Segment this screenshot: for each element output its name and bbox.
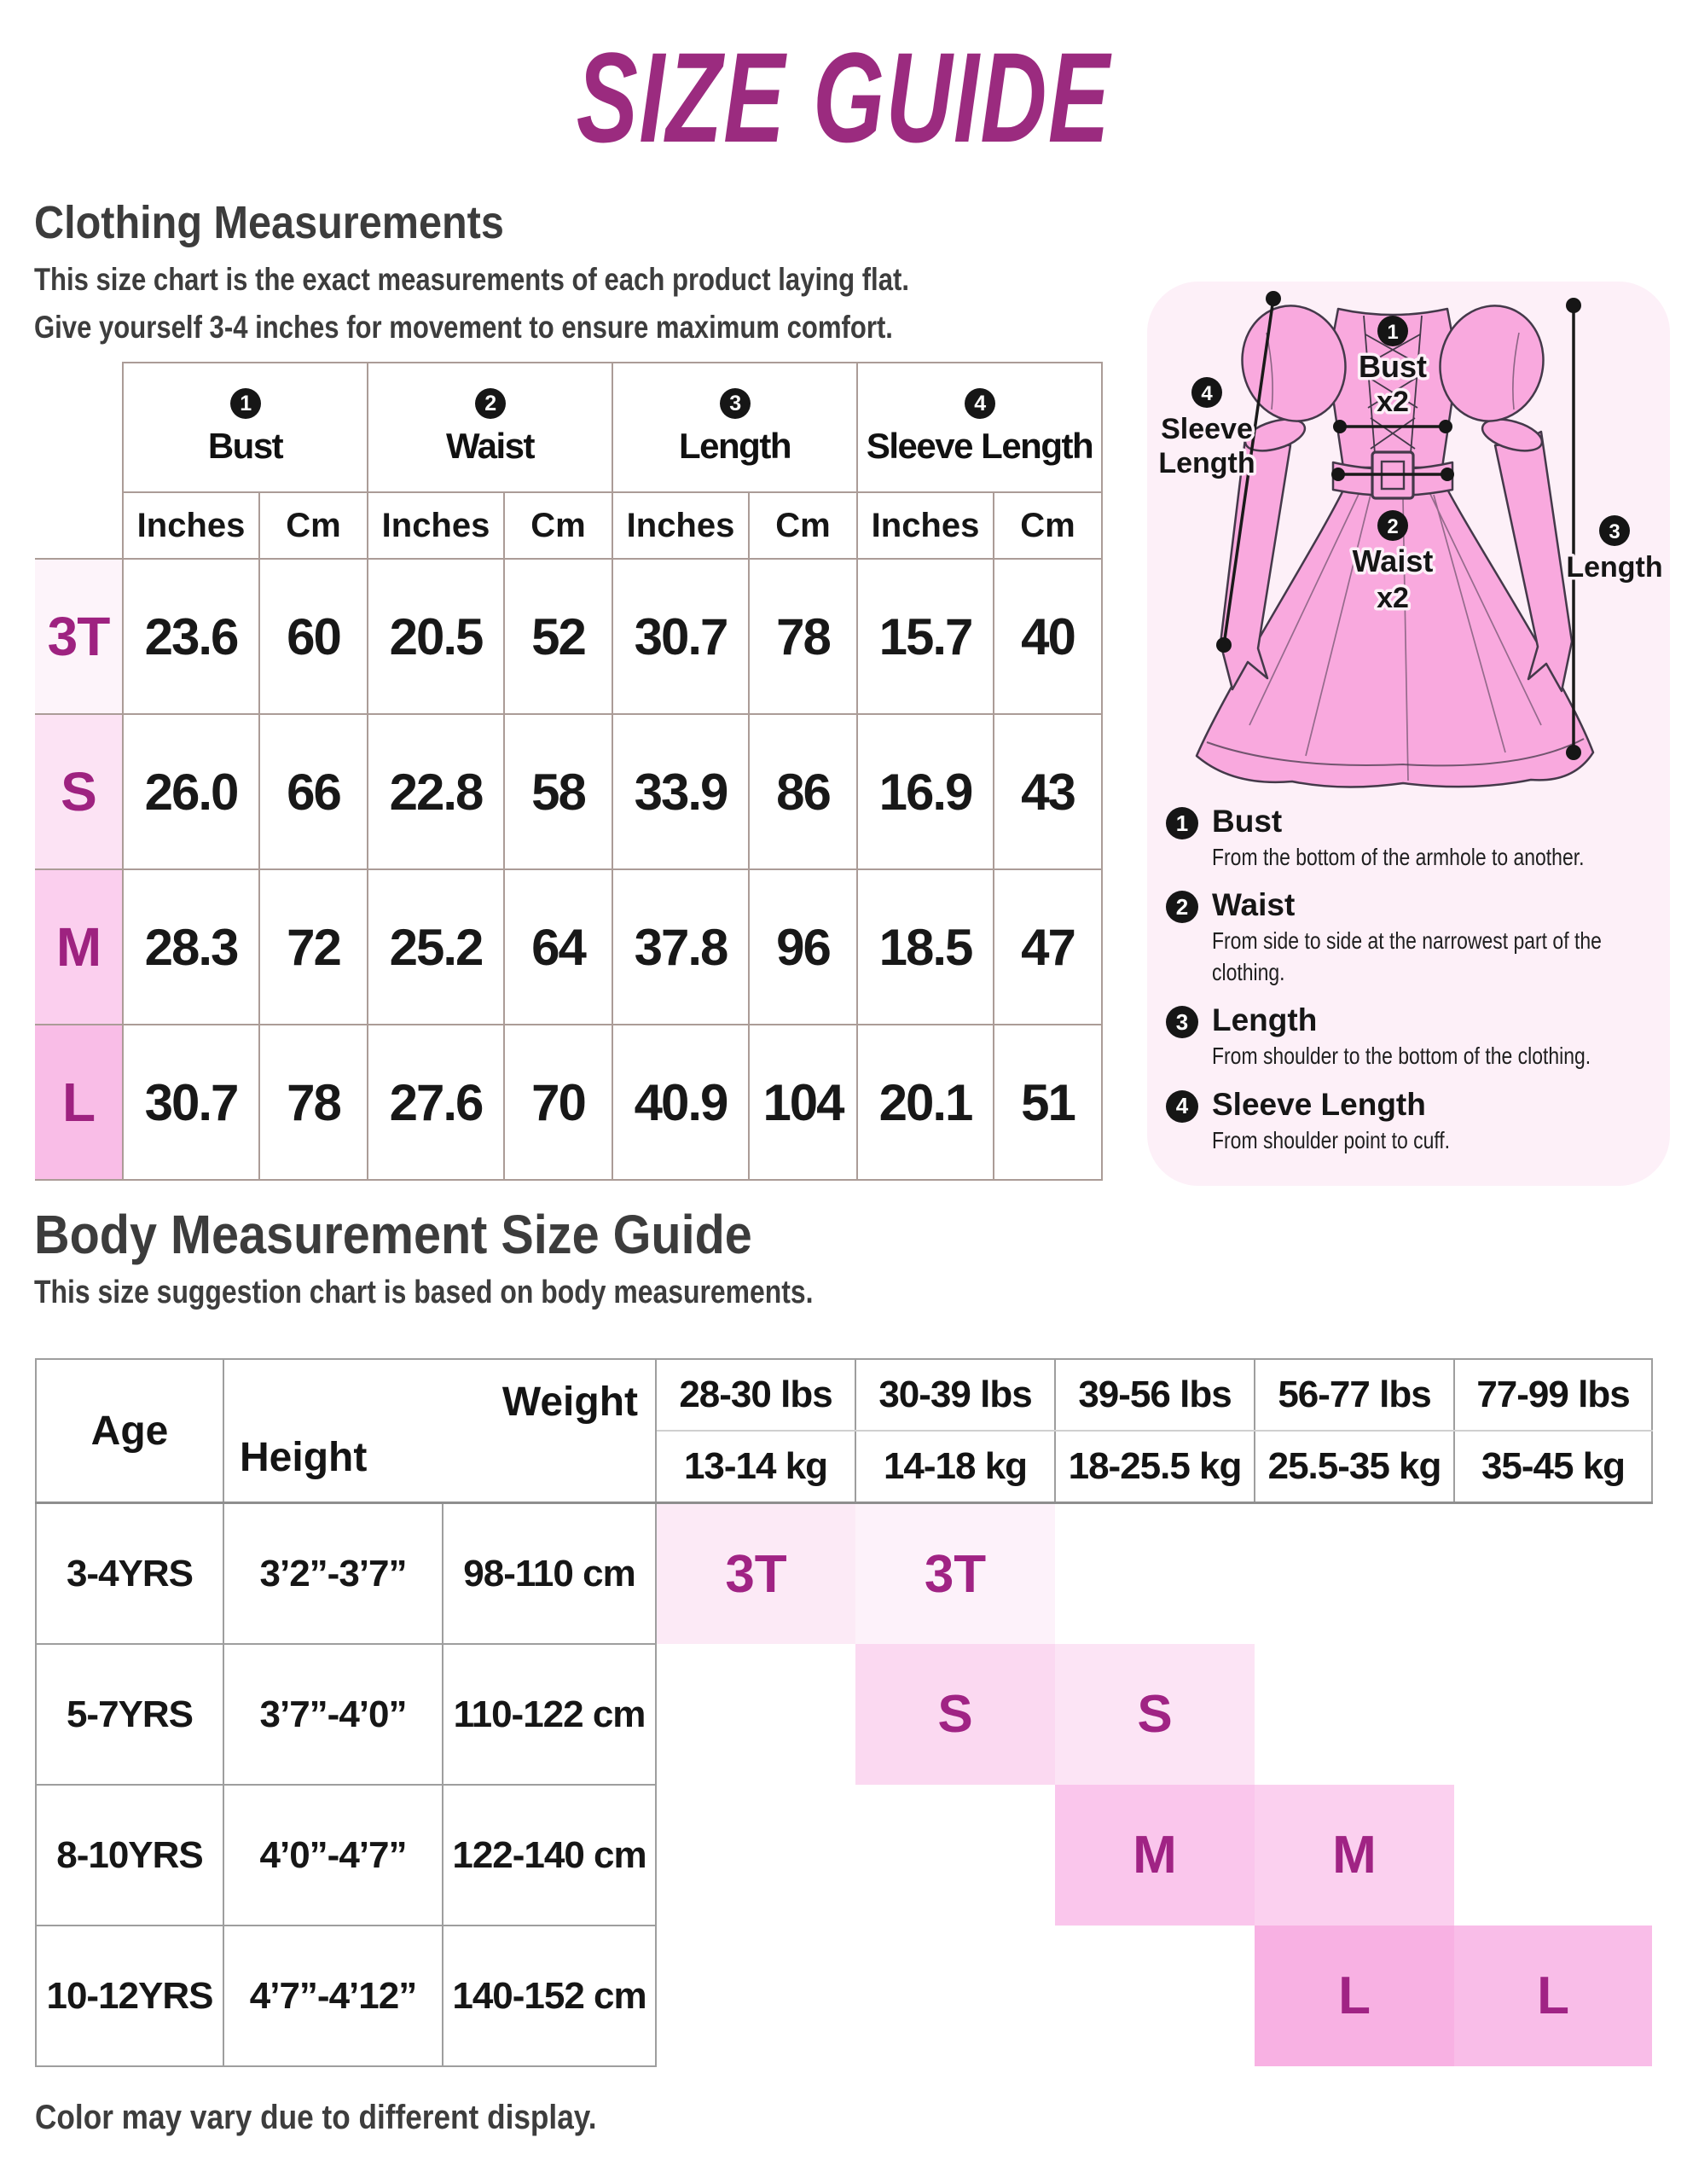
- age-cell: 5-7YRS: [36, 1644, 223, 1785]
- weight-header-lbs: 77-99 lbs: [1454, 1359, 1652, 1431]
- age-cell: 10-12YRS: [36, 1926, 223, 2066]
- body-table-row-10-12yrs: [36, 1926, 1652, 2066]
- cell-3t-length-cm: 78: [749, 559, 857, 714]
- size-label-3t: 3T: [35, 559, 123, 714]
- badge-4-icon: 4: [965, 388, 995, 419]
- height-cm-cell: 122-140 cm: [443, 1785, 656, 1926]
- legend-badge-4-icon: 4: [1166, 1090, 1198, 1123]
- cell-3t-sleeve-in: 15.7: [857, 559, 994, 714]
- weight-header-lbs: 28-30 lbs: [656, 1359, 855, 1431]
- legend-badge-2-icon: 2: [1166, 891, 1198, 923]
- group-label-bust: Bust: [207, 426, 283, 466]
- weight-header-kg: 35-45 kg: [1454, 1431, 1652, 1503]
- cell-3t-waist-cm: 52: [504, 559, 612, 714]
- size-cell-empty: [1055, 1503, 1255, 1645]
- column-group-bust: [123, 363, 368, 492]
- dress-illustration: [1147, 282, 1670, 802]
- body-table-row-5-7yrs: [36, 1644, 1652, 1785]
- size-cell-empty: [855, 1785, 1055, 1926]
- cell-l-bust-cm: 78: [259, 1025, 368, 1180]
- size-cell-l: L: [1454, 1926, 1652, 2066]
- height-weight-diagonal-header: [223, 1359, 656, 1503]
- badge-1-icon: 1: [230, 388, 261, 419]
- cell-s-waist-cm: 58: [504, 714, 612, 869]
- cell-l-waist-in: 27.6: [368, 1025, 504, 1180]
- legend-badge-3-icon: 3: [1166, 1006, 1198, 1038]
- dress-waist-label: Waist: [1352, 543, 1434, 578]
- weight-header-label: Weight: [501, 1380, 638, 1425]
- cell-l-length-in: 40.9: [612, 1025, 749, 1180]
- body-measurement-table: [35, 1358, 1653, 2067]
- group-label-length: Length: [679, 426, 791, 466]
- size-cell-3t: 3T: [656, 1503, 855, 1645]
- unit-header: Inches: [368, 492, 504, 559]
- legend-item-waist: [1147, 887, 1670, 988]
- size-cell-empty: [1454, 1644, 1652, 1785]
- size-cell-empty: [1255, 1503, 1454, 1645]
- legend-desc: From shoulder to the bottom of the clothing.: [1212, 1043, 1591, 1070]
- dress-bust-x2-label: x2: [1377, 386, 1409, 418]
- body-measurement-subtitle: This size suggestion chart is based on body measurements.: [34, 1275, 814, 1310]
- dress-bust-label: Bust: [1359, 349, 1427, 384]
- cell-l-sleeve-cm: 51: [994, 1025, 1102, 1180]
- dress-waist-x2-label: x2: [1377, 582, 1409, 614]
- body-table-header-row-lbs: [36, 1359, 1652, 1431]
- legend-desc: From shoulder point to cuff.: [1212, 1126, 1451, 1153]
- group-label-waist: Waist: [446, 426, 534, 466]
- size-cell-empty: [1055, 1926, 1255, 2066]
- height-cm-cell: 110-122 cm: [443, 1644, 656, 1785]
- cell-s-sleeve-cm: 43: [994, 714, 1102, 869]
- cell-s-length-cm: 86: [749, 714, 857, 869]
- size-label-m: M: [35, 869, 123, 1025]
- cell-3t-waist-in: 20.5: [368, 559, 504, 714]
- intro-line-2: Give yourself 3-4 inches for movement to ensure maximum comfort.: [34, 309, 893, 345]
- size-cell-s: S: [855, 1644, 1055, 1785]
- table-unit-header-row: [35, 492, 1102, 559]
- age-column-header: Age: [36, 1359, 223, 1503]
- table-row-3t: [35, 559, 1102, 714]
- unit-header: Cm: [504, 492, 612, 559]
- size-cell-m: M: [1055, 1785, 1255, 1926]
- legend-term: Length: [1212, 1002, 1318, 1038]
- page-title: [0, 24, 1687, 171]
- legend-item-length: [1147, 1002, 1670, 1072]
- cell-l-waist-cm: 70: [504, 1025, 612, 1180]
- height-ft-cell: 4’0”-4’7”: [223, 1785, 443, 1926]
- legend-term: Waist: [1212, 887, 1296, 923]
- unit-header: Inches: [612, 492, 749, 559]
- clothing-measurements-heading: Clothing Measurements: [34, 197, 504, 248]
- dress-badge-3-num: 3: [1609, 520, 1620, 543]
- body-measurement-heading: Body Measurement Size Guide: [34, 1204, 752, 1265]
- cell-s-waist-in: 22.8: [368, 714, 504, 869]
- cell-3t-bust-in: 23.6: [123, 559, 259, 714]
- cell-s-bust-in: 26.0: [123, 714, 259, 869]
- height-ft-cell: 3’7”-4’0”: [223, 1644, 443, 1785]
- weight-header-kg: 13-14 kg: [656, 1431, 855, 1503]
- legend-desc: From side to side at the narrowest part of the clothing.: [1212, 927, 1602, 985]
- dress-badge-1-num: 1: [1387, 321, 1399, 344]
- unit-header: Inches: [123, 492, 259, 559]
- unit-header: Cm: [994, 492, 1102, 559]
- dress-badge-2-num: 2: [1387, 515, 1399, 538]
- size-cell-m: M: [1255, 1785, 1454, 1926]
- weight-header-lbs: 30-39 lbs: [855, 1359, 1055, 1431]
- corner-blank-cell: [35, 363, 123, 559]
- unit-header: Cm: [259, 492, 368, 559]
- height-ft-cell: 3’2”-3’7”: [223, 1503, 443, 1645]
- size-cell-empty: [656, 1926, 855, 2066]
- body-table-row-8-10yrs: [36, 1785, 1652, 1926]
- age-cell: 8-10YRS: [36, 1785, 223, 1926]
- height-header-label: Height: [240, 1435, 368, 1480]
- size-cell-empty: [1255, 1644, 1454, 1785]
- size-label-l: L: [35, 1025, 123, 1180]
- weight-header-lbs: 39-56 lbs: [1055, 1359, 1255, 1431]
- dress-sleeve-label-line1: Sleeve: [1161, 413, 1253, 445]
- column-group-waist: [368, 363, 612, 492]
- table-row-l: [35, 1025, 1102, 1180]
- cell-3t-sleeve-cm: 40: [994, 559, 1102, 714]
- legend-term: Bust: [1212, 804, 1283, 839]
- legend-term: Sleeve Length: [1212, 1086, 1426, 1122]
- clothing-measurements-table: [35, 362, 1103, 1181]
- cell-m-bust-in: 28.3: [123, 869, 259, 1025]
- cell-l-length-cm: 104: [749, 1025, 857, 1180]
- legend-item-bust: [1147, 804, 1670, 873]
- size-cell-3t: 3T: [855, 1503, 1055, 1645]
- cell-l-sleeve-in: 20.1: [857, 1025, 994, 1180]
- table-row-s: [35, 714, 1102, 869]
- dress-sleeve-label-line2: Length: [1158, 447, 1255, 479]
- badge-3-icon: 3: [720, 388, 751, 419]
- measurement-legend: [1147, 804, 1670, 1170]
- size-cell-empty: [656, 1644, 855, 1785]
- group-label-sleeve-length: Sleeve Length: [866, 426, 1093, 466]
- cell-m-length-cm: 96: [749, 869, 857, 1025]
- legend-desc: From the bottom of the armhole to another.: [1212, 844, 1585, 870]
- cell-m-length-in: 37.8: [612, 869, 749, 1025]
- body-table-row-3-4yrs: [36, 1503, 1652, 1645]
- intro-line-1: This size chart is the exact measurements of each product laying flat.: [34, 262, 909, 297]
- cell-s-bust-cm: 66: [259, 714, 368, 869]
- size-cell-s: S: [1055, 1644, 1255, 1785]
- cell-l-bust-in: 30.7: [123, 1025, 259, 1180]
- cell-m-sleeve-cm: 47: [994, 869, 1102, 1025]
- cell-m-waist-in: 25.2: [368, 869, 504, 1025]
- dress-length-label: Length: [1566, 551, 1663, 584]
- legend-badge-1-icon: 1: [1166, 807, 1198, 839]
- table-group-header-row: [35, 363, 1102, 492]
- size-cell-empty: [1454, 1785, 1652, 1926]
- unit-header: Inches: [857, 492, 994, 559]
- size-cell-empty: [1454, 1503, 1652, 1645]
- cell-m-waist-cm: 64: [504, 869, 612, 1025]
- height-cm-cell: 140-152 cm: [443, 1926, 656, 2066]
- height-cm-cell: 98-110 cm: [443, 1503, 656, 1645]
- height-ft-cell: 4’7”-4’12”: [223, 1926, 443, 2066]
- column-group-length: [612, 363, 857, 492]
- column-group-sleeve-length: [857, 363, 1102, 492]
- page-title-text: SIZE GUIDE: [576, 26, 1111, 169]
- weight-header-lbs: 56-77 lbs: [1255, 1359, 1454, 1431]
- size-cell-empty: [656, 1785, 855, 1926]
- weight-header-kg: 14-18 kg: [855, 1431, 1055, 1503]
- cell-s-sleeve-in: 16.9: [857, 714, 994, 869]
- clothing-measurements-intro: [34, 256, 1075, 351]
- dress-badge-4-num: 4: [1201, 382, 1213, 405]
- badge-2-icon: 2: [475, 388, 506, 419]
- size-cell-empty: [855, 1926, 1055, 2066]
- table-row-m: [35, 869, 1102, 1025]
- cell-m-bust-cm: 72: [259, 869, 368, 1025]
- size-label-s: S: [35, 714, 123, 869]
- size-cell-l: L: [1255, 1926, 1454, 2066]
- unit-header: Cm: [749, 492, 857, 559]
- cell-m-sleeve-in: 18.5: [857, 869, 994, 1025]
- weight-header-kg: 18-25.5 kg: [1055, 1431, 1255, 1503]
- footer-note: Color may vary due to different display.: [35, 2099, 597, 2136]
- weight-header-kg: 25.5-35 kg: [1255, 1431, 1454, 1503]
- age-cell: 3-4YRS: [36, 1503, 223, 1645]
- cell-3t-length-in: 30.7: [612, 559, 749, 714]
- legend-item-sleeve-length: [1147, 1087, 1670, 1156]
- cell-s-length-in: 33.9: [612, 714, 749, 869]
- measurement-diagram-panel: [1147, 282, 1670, 1186]
- cell-3t-bust-cm: 60: [259, 559, 368, 714]
